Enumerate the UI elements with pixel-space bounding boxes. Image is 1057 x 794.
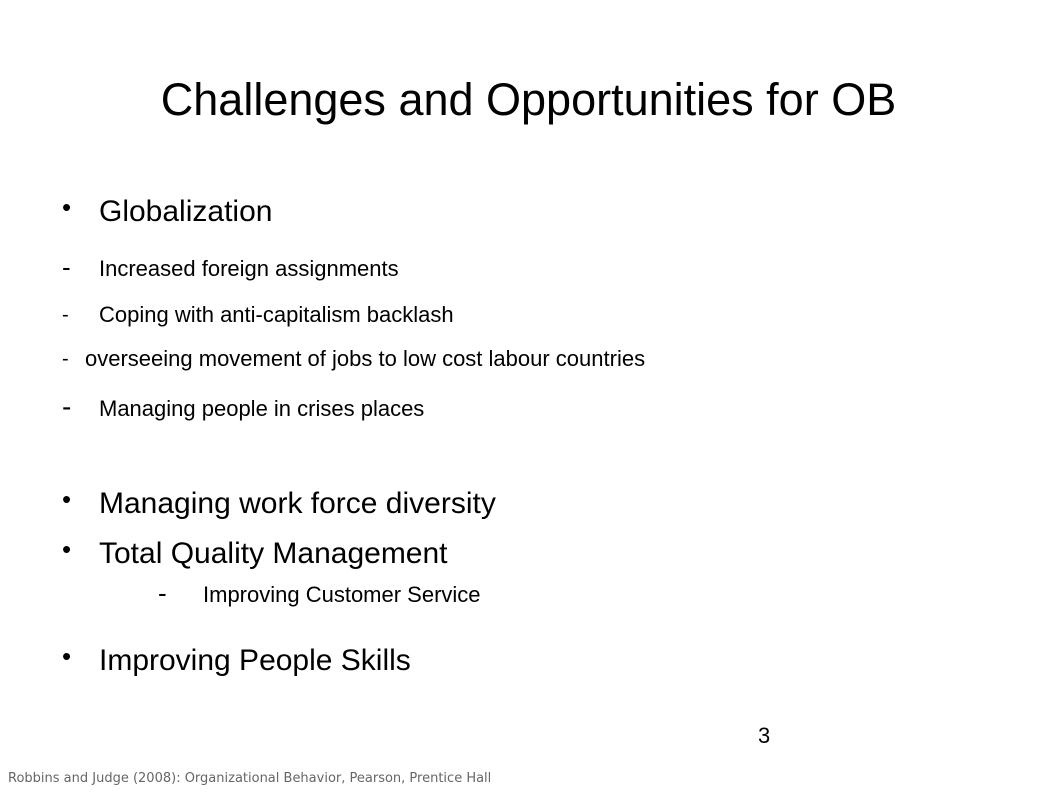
dash-icon: - bbox=[62, 252, 71, 282]
bullet-icon: • bbox=[62, 484, 72, 514]
sub-item-label: Increased foreign assignments bbox=[99, 256, 399, 281]
citation-footer: Robbins and Judge (2008): Organizational Behavior, Pearson, Prentice Hall bbox=[8, 771, 492, 786]
dash-icon: - bbox=[62, 304, 69, 326]
sub-item-label: Managing people in crises places bbox=[99, 396, 425, 421]
bullet-icon: • bbox=[62, 192, 72, 222]
bullet-label: Total Quality Management bbox=[99, 537, 448, 570]
bullet-label: Managing work force diversity bbox=[99, 487, 496, 520]
bullet-icon: • bbox=[62, 534, 72, 564]
dash-icon: - bbox=[62, 391, 72, 422]
sub-item-label: Improving Customer Service bbox=[203, 582, 481, 607]
sub-item-label: overseeing movement of jobs to low cost labour countries bbox=[85, 346, 646, 371]
bullet-label: Globalization bbox=[99, 195, 273, 228]
bullet-icon: • bbox=[62, 641, 72, 671]
page-number: 3 bbox=[758, 723, 771, 748]
slide-title: Challenges and Opportunities for OB bbox=[160, 74, 897, 125]
dash-icon: - bbox=[62, 348, 69, 370]
sub-item-label: Coping with anti-capitalism backlash bbox=[99, 302, 454, 327]
bullet-label: Improving People Skills bbox=[99, 644, 411, 677]
dash-icon: - bbox=[158, 578, 167, 608]
